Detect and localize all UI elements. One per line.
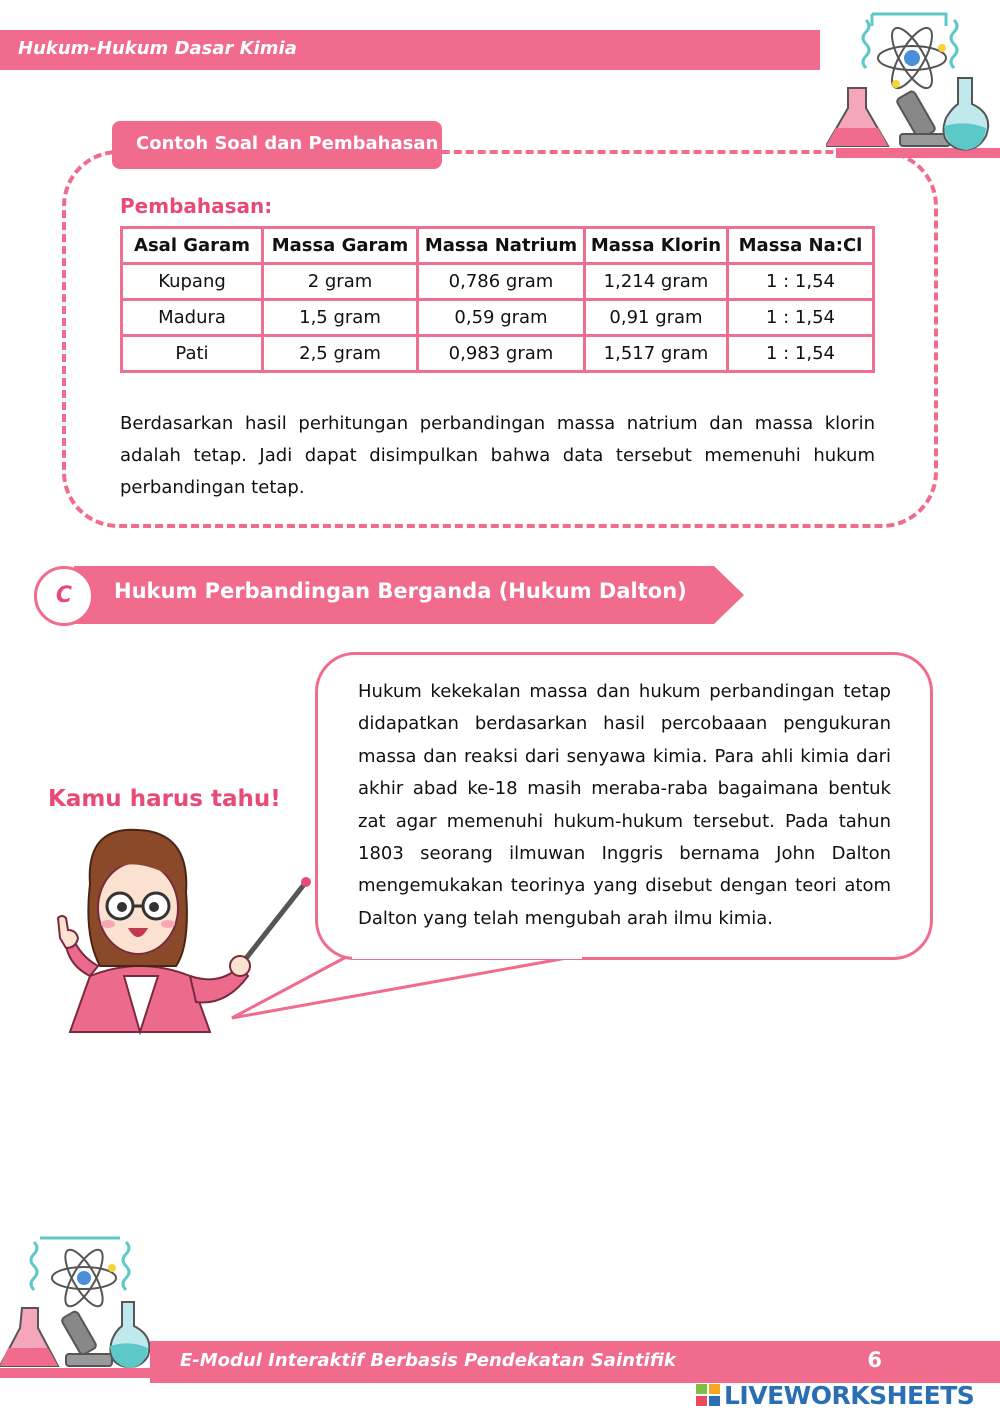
pembahasan-label: Pembahasan: (120, 194, 273, 218)
table-cell: Pati (122, 336, 263, 372)
conclusion-paragraph: Berdasarkan hasil perhitungan perbandingan massa natrium dan massa klorin adalah tetap. Jadi dapat disimpulkan bahwa data tersebut memenuhi hukum perbandingan tetap. (120, 413, 875, 498)
liveworksheets-watermark[interactable] (696, 1381, 996, 1409)
table-cell: Madura (122, 300, 263, 336)
table-row (122, 264, 874, 300)
table-cell: 1,517 gram (585, 336, 728, 372)
table-cell: 1 : 1,54 (728, 336, 874, 372)
section-ribbon-arrow (714, 566, 744, 624)
table-cell: Kupang (122, 264, 263, 300)
footer-title: E-Modul Interaktif Berbasis Pendekatan Saintifik (180, 1350, 676, 1371)
footer-bar (150, 1341, 1000, 1383)
teacher-pointing-illustration (50, 826, 315, 1036)
header-title: Hukum-Hukum Dasar Kimia (18, 38, 297, 59)
table-header-cell: Massa Natrium (418, 228, 585, 264)
table-cell: 1 : 1,54 (728, 264, 874, 300)
table-cell: 0,786 gram (418, 264, 585, 300)
table-row (122, 300, 874, 336)
table-header-cell: Massa Na:Cl (728, 228, 874, 264)
table-cell: 1 : 1,54 (728, 300, 874, 336)
table-row (122, 336, 874, 372)
table-cell: 2,5 gram (263, 336, 418, 372)
did-you-know-label: Kamu harus tahu! (48, 786, 281, 812)
table-cell: 0,983 gram (418, 336, 585, 372)
salt-ratio-table (120, 226, 875, 373)
table-header-cell: Asal Garam (122, 228, 263, 264)
table-cell: 2 gram (263, 264, 418, 300)
section-title: Hukum Perbandingan Berganda (Hukum Dalton) (114, 579, 687, 603)
section-letter-badge: C (34, 566, 94, 626)
table-cell: 0,59 gram (418, 300, 585, 336)
page-number: 6 (867, 1348, 882, 1372)
liveworksheets-logo-icon (696, 1384, 720, 1406)
table-cell: 1,5 gram (263, 300, 418, 336)
table-cell: 0,91 gram (585, 300, 728, 336)
example-tab-label: Contoh Soal dan Pembahasan (112, 121, 442, 169)
watermark-text: LIVEWORKSHEETS (724, 1381, 975, 1410)
table-cell: 1,214 gram (585, 264, 728, 300)
info-paragraph: Hukum kekekalan massa dan hukum perbandingan tetap didapatkan berdasarkan hasil percobaaan pengukuran massa dan reaksi dari senyawa kimia. Para ahli kimia dari akhir abad ke-18 masih meraba-raba bagaimana bentuk zat agar memenuhi hukum-hukum tersebut. Pada tahun 1803 seorang ilmuwan Inggris bernama John Dalton mengemukakan teorinya yang disebut dengan teori atom Dalton yang telah mengubah arah ilmu kimia. (358, 681, 891, 929)
science-lab-illustration-bottom (0, 1232, 160, 1382)
science-lab-illustration-top (826, 8, 1000, 164)
header-bar (0, 30, 820, 70)
table-header-cell: Massa Garam (263, 228, 418, 264)
table-header-cell: Massa Klorin (585, 228, 728, 264)
table-header-row (122, 228, 874, 264)
